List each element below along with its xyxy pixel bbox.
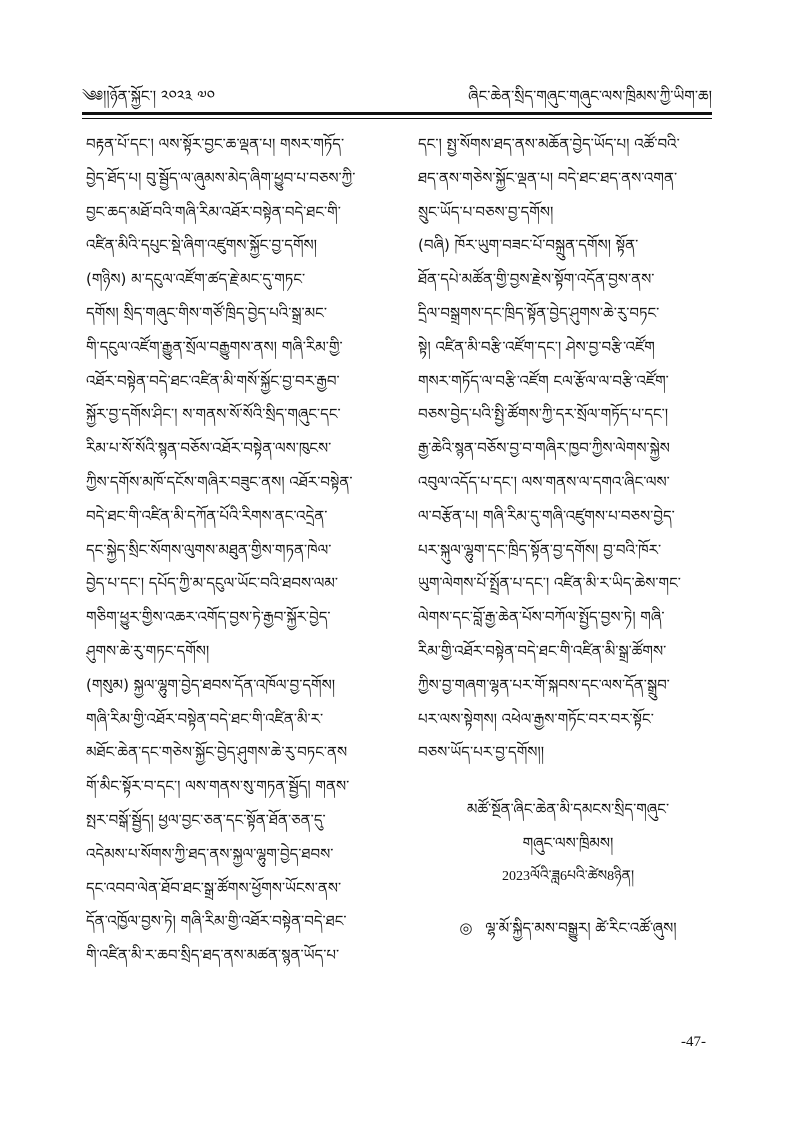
body-text-line: ཐོན་དཔེ་མཚོན་གྱི་བྱས་རྗེས་སྟོག་འདོན་བྱས་ནས་ — [418, 270, 655, 289]
page-number: -47- — [681, 1034, 706, 1050]
body-text-line: གི་དངུལ་འཛོག་རྒྱུན་སྲོལ་བརྒྱུགས་ནས། གཞི་རིམ་གྱི་ — [86, 337, 343, 356]
left-column — [86, 128, 386, 973]
body-text-line: འདེམས་པ་སོགས་ཀྱི་ཐད་ནས་སྐྱལ་ལྷུག་བྱེད་ཐབས་ — [86, 844, 334, 863]
body-text-line: དྲིལ་བསྒྲགས་དང་ཁྲིད་སྟོན་བྱེད་ཤུགས་ཆེ་རུ་བཏང་ — [418, 303, 660, 322]
header-rule-thick — [82, 112, 712, 115]
body-text-line: ཀྱིས་བྱ་གཞག་ལྷན་པར་གོ་སྐབས་དང་ལས་དོན་སྒྲུབ་ — [418, 675, 670, 694]
signoff-line-1: མཚོ་སྔོན་ཞིང་ཆེན་མི་དམངས་སྲིད་གཞུང་ — [466, 800, 670, 819]
body-text-line: (བཞི) ཁོར་ཡུག་བཟང་པོ་བསྐྲུན་དགོས། སྟོན་ — [418, 236, 639, 255]
translator-credit — [418, 912, 718, 954]
body-text-line: གོ་མིང་སྟོར་བ་དང་། ལས་གནས་སུ་གཏན་སྦྱོད། གནས་ — [86, 777, 350, 796]
body-text-line: བྱེད་ཐོད་པ། བུ་སྦྱོད་ལ་ཞུམས་མེད་ཞིག་ཕྱུབ་པ་བཅས་ཀྱི་ — [86, 168, 356, 187]
journal-title: ༄༅།།ཉོན་སྐྱོང་། ༢༠༢༣ ༧༠ — [82, 87, 215, 105]
body-text-line: ལ་བརྩོན་པ། གཞི་རིམ་དུ་གཞི་འཛུགས་པ་བཅས་བྱེད་ — [418, 506, 675, 525]
body-text-line: ཐད་ནས་གཅེས་སྐྱོང་ལྡན་པ། བདེ་ཐང་ཐད་ནས་འགན་ — [418, 168, 678, 187]
body-text-line: སྟེ། འཛིན་མི་བརྩི་འཛོག་དང་། ཤེས་བྱ་བརྩི་འཛོག — [418, 337, 655, 356]
header-rule-thin — [82, 118, 712, 119]
body-text-line: གསར་གཏོད་ལ་བརྩི་འཛོག ངལ་རྩོལ་ལ་བརྩི་འཛོག་ — [418, 371, 669, 390]
body-text-line: སྐྱོར་བྱ་དགོས་ཤིང་། ས་གནས་སོ་སོའི་སྲིད་གཞུང་དང་ — [86, 405, 341, 424]
body-text-line: པར་ལས་སྟེགས། འཕེལ་རྒྱས་གཏོང་བར་བར་སྟོང་ — [418, 709, 654, 728]
body-text-line: ལེགས་དང་བློ་རྒྱ་ཆེན་པོས་བཀོལ་སྤྱོད་བྱས་ཏེ། གཞི་ — [418, 608, 665, 627]
body-text-line: བཅས་བྱེད་པའི་སྤྱི་ཚོགས་ཀྱི་དར་སྲོལ་གཏོད་པ་དང་། — [418, 405, 669, 424]
signoff-date: 2023ལོའི་ཟླ6པའི་ཚེས8ཉིན། — [501, 869, 635, 885]
translator-names: ལྷ་མོ་སྐྱིད་མས་བསྒྱུར། ཚེ་རིང་འཚོ་ཞུས། — [485, 919, 677, 938]
body-text-line: ཡུག་ལེགས་པོ་སྤྲོན་པ་དང་། འཛིན་མི་ར་ཡིད་ཆེས་གང་ — [418, 574, 681, 593]
body-text-line: དགོས། སྲིད་གཞུང་གིས་གཙོ་ཁྲིད་བྱེད་པའི་སྒྲ་མང་ — [86, 303, 327, 322]
body-text-line: བཅས་ཡོད་པར་བྱ་དགོས།། — [418, 743, 545, 762]
body-text-line: རིམ་པ་སོ་སོའི་སྙན་བཅོས་འཐོར་བསྟེན་ལས་ཁུངས་ — [86, 439, 332, 458]
body-text-line: འབུལ་འདོད་པ་དང་། ལས་གནས་ལ་དགའ་ཞིང་ལས་ — [418, 472, 670, 491]
right-column — [418, 128, 718, 954]
signoff-line-2: གཞུང་ལས་ཁྲིམས། — [522, 834, 614, 853]
section-title: ཞིང་ཆེན་སྲིད་གཞུང་གཞུང་ལས་ཁྲིམས་ཀྱི་ཡིག་ཆ། — [468, 87, 712, 105]
body-text-line: དོན་འཁྱོལ་བྱས་ཏེ། གཞི་རིམ་གྱི་འཐོར་བསྟེན་བདེ་ཐང་ — [86, 912, 347, 931]
body-text-line: པར་སྐུལ་ལྷུག་དང་ཁྲིད་སྟོན་བྱ་དགོས། བྱ་བའི་ཁོར་ — [418, 540, 662, 559]
body-text-line: (གསུམ) སྐྱལ་ལྷུག་བྱེད་ཐབས་དོན་འཁོལ་བྱ་དགོས། — [86, 675, 336, 694]
body-text-line: དང་སྐྱེད་སྲིང་སོགས་ལུགས་མཐུན་གྱིས་གཏན་ཁེལ་ — [86, 540, 332, 559]
body-text-line: རིམ་གྱི་འཐོར་བསྟེན་བདེ་ཐང་གི་འཛིན་མི་སྒྲ་ཚོགས་ — [418, 641, 667, 660]
body-text-line: དང་། སྤྱ་སོགས་ཐད་ནས་མཆོན་བྱེད་ཡོད་པ། འཚོ་བའི་ — [418, 135, 680, 153]
running-header — [82, 74, 712, 114]
body-text-line: བརྟན་པོ་དང་། ལས་སྟོར་བྱང་ཆ་ལྡན་པ། གསར་གཏོད་ — [86, 135, 345, 153]
bullseye-icon: ◎ — [459, 919, 473, 938]
body-text-line: འཐོར་བསྟེན་བདེ་ཐང་འཛིན་མི་གསོ་སྐྱོང་བྱ་བར་རྒྱབ་ — [86, 371, 340, 390]
body-text-line: སྲུང་ཡོད་པ་བཅས་བྱ་དགོས། — [418, 202, 554, 221]
signoff-block — [418, 792, 718, 894]
body-text-line: གཅིག་ཕྱུར་གྱིས་འཆར་འགོད་བྱས་ཏེ་རྒྱབ་སྐྱོར་བྱེད་ — [86, 608, 331, 627]
body-text-line: (གཉིས) མ་དངུལ་འཛོག་ཚད་རྗེ་མང་དུ་གཏང་ — [86, 270, 306, 289]
body-text-line: གཞི་རིམ་གྱི་འཐོར་བསྟེན་བདེ་ཐང་གི་འཛིན་མི་ར་ — [86, 709, 324, 728]
body-text-line: དང་འབབ་ལེན་ཐོབ་ཐང་སྒྲ་ཚོགས་ཕྱོགས་ཡོངས་ནས་ — [86, 878, 342, 897]
body-text-line: བདེ་ཐང་གི་འཛིན་མི་དཀོན་པོའི་རིགས་ནང་འདྲེན་ — [86, 506, 328, 525]
body-text-line: ཤུགས་ཆེ་རུ་གཏང་དགོས། — [86, 641, 210, 660]
body-text-line: མཐོང་ཆེན་དང་གཅེས་སྐྱོང་བྱེད་ཤུགས་ཆེ་རུ་བཏང་ནས — [86, 743, 348, 762]
body-text-line: ཀྱིས་དགོས་མཁོ་དངོས་གཞིར་བཟུང་ནས། འཐོར་བསྟེན་ — [86, 472, 353, 491]
body-text-line: བྱེད་པ་དང་། དཔོད་ཀྱི་མ་དངུལ་ཡོང་བའི་ཐབས་ལམ་ — [86, 574, 339, 593]
body-text-line: སྤར་བསྒོ་སྦྱོད། ཕྱལ་བྱང་ཅན་དང་སྟོན་ཐོན་ཅན་དུ་ — [86, 810, 326, 829]
right-column-body — [418, 128, 718, 770]
body-text-line: བྱང་ཆད་མཐོ་བའི་གཞི་རིམ་འཐོར་བསྟེན་བདེ་ཐང་གི་ — [86, 202, 341, 221]
body-text-line: འཛིན་མིའི་དཔུང་སྡེ་ཞིག་འཛུགས་སྐྱོང་བྱ་དགོས། — [86, 236, 317, 255]
body-text-line: གི་འཛིན་མི་ར་ཆབ་སྲིད་ཐད་ནས་མཚན་སྙན་ཡོད་པ་ — [86, 946, 340, 965]
body-text-line: རྒྱ་ཆེའི་སྙན་བཅོས་བྱ་བ་གཞིར་ཁྱབ་ཀྱིས་ལེགས་སྐྱེས — [418, 439, 670, 458]
